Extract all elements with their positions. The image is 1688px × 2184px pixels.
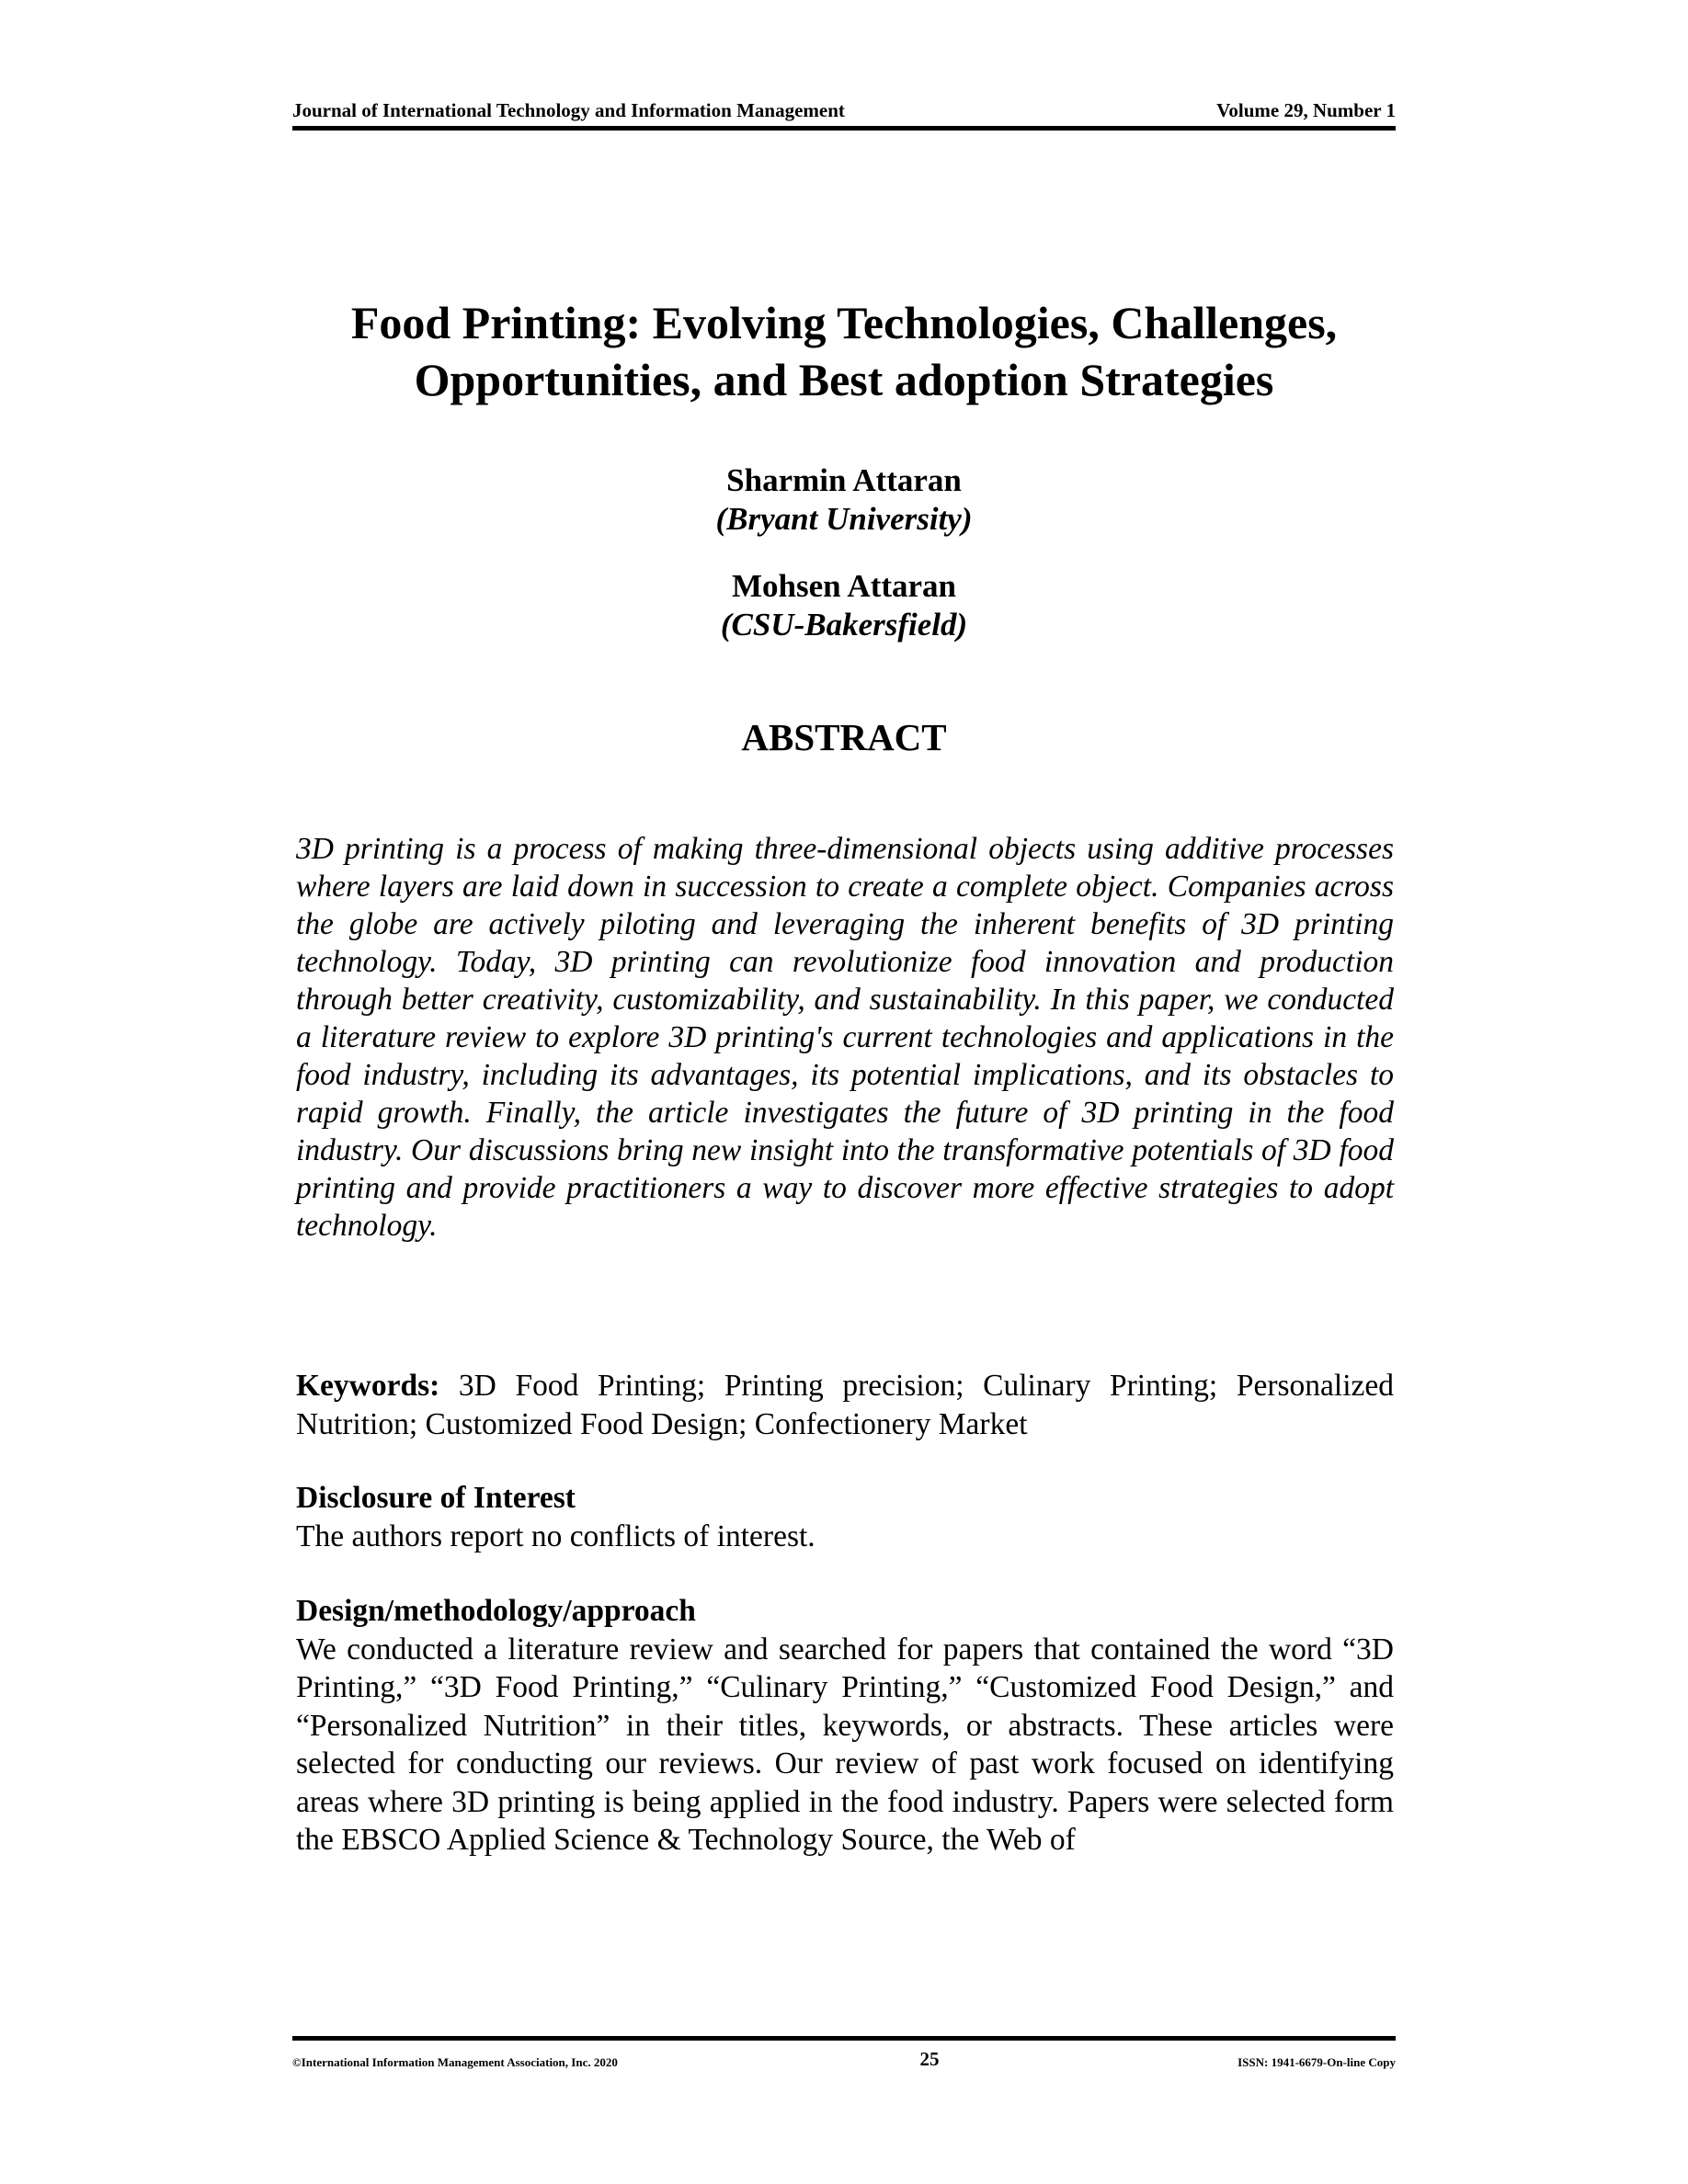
author-affiliation: (Bryant University)	[715, 501, 973, 537]
page-number: 25	[919, 2048, 940, 2070]
keywords-label: Keywords:	[296, 1369, 440, 1403]
issn-notice: ISSN: 1941-6679-On-line Copy	[1237, 2055, 1396, 2069]
disclosure-section	[296, 1479, 1394, 1555]
footer-rule	[292, 2036, 1396, 2041]
abstract-heading: ABSTRACT	[741, 716, 947, 758]
author-block	[292, 461, 1396, 539]
author-affiliation: (CSU-Bakersfield)	[720, 607, 968, 643]
methodology-section	[296, 1592, 1394, 1860]
keywords-text: 3D Food Printing; Printing precision; Culinary Printing; Personalized Nutrition; Customized Food Design; Confectionery Market	[296, 1369, 1394, 1441]
author-name: Mohsen Attaran	[731, 568, 957, 604]
volume-info: Volume 29, Number 1	[1216, 99, 1396, 121]
copyright-notice: ©International Information Management Association, Inc. 2020	[292, 2055, 618, 2069]
author-block	[292, 567, 1396, 644]
title-line-1: Food Printing: Evolving Technologies, Challenges,	[350, 297, 1338, 348]
disclosure-heading: Disclosure of Interest	[296, 1481, 576, 1515]
abstract-text: 3D printing is a process of making three-dimensional objects using additive processes where layers are laid down in succession to create a complete object. Companies across the globe are actively piloting and leveraging the inherent benefits of 3D printing technology. Today, 3D printing can revolutionize food innovation and production through better creativity, customizability, and sustainability. In this paper, we conducted a literature review to explore 3D printing's current technologies and applications in the food industry, including its advantages, its potential implications, and its obstacles to rapid growth. Finally, the article investigates the future of 3D printing in the food industry. Our discussions bring new insight into the transformative potentials of 3D food printing and provide practitioners a way to discover more effective strategies to adopt technology.	[296, 832, 1394, 1243]
methodology-text: We conducted a literature review and searched for papers that contained the word “3D Printing,” “3D Food Printing,” “Culinary Printing,” “Customized Food Design,” and “Personalized Nutrition” in their titles, keywords, or abstracts. These articles were selected for conducting our reviews. Our review of past work focused on identifying areas where 3D printing is being applied in the food industry. Papers were selected form the EBSCO Applied Science & Technology Source, the Web of	[296, 1632, 1394, 1857]
header-rule	[292, 126, 1396, 131]
title-line-2: Opportunities, and Best adoption Strategies	[414, 354, 1274, 405]
journal-name: Journal of International Technology and Information Management	[292, 99, 845, 121]
paper-title	[292, 294, 1396, 408]
disclosure-text: The authors report no conflicts of interest.	[296, 1519, 815, 1553]
page-footer	[292, 2048, 1396, 2076]
methodology-heading: Design/methodology/approach	[296, 1594, 696, 1628]
keywords-section	[296, 1367, 1394, 1443]
author-name: Sharmin Attaran	[726, 462, 962, 498]
